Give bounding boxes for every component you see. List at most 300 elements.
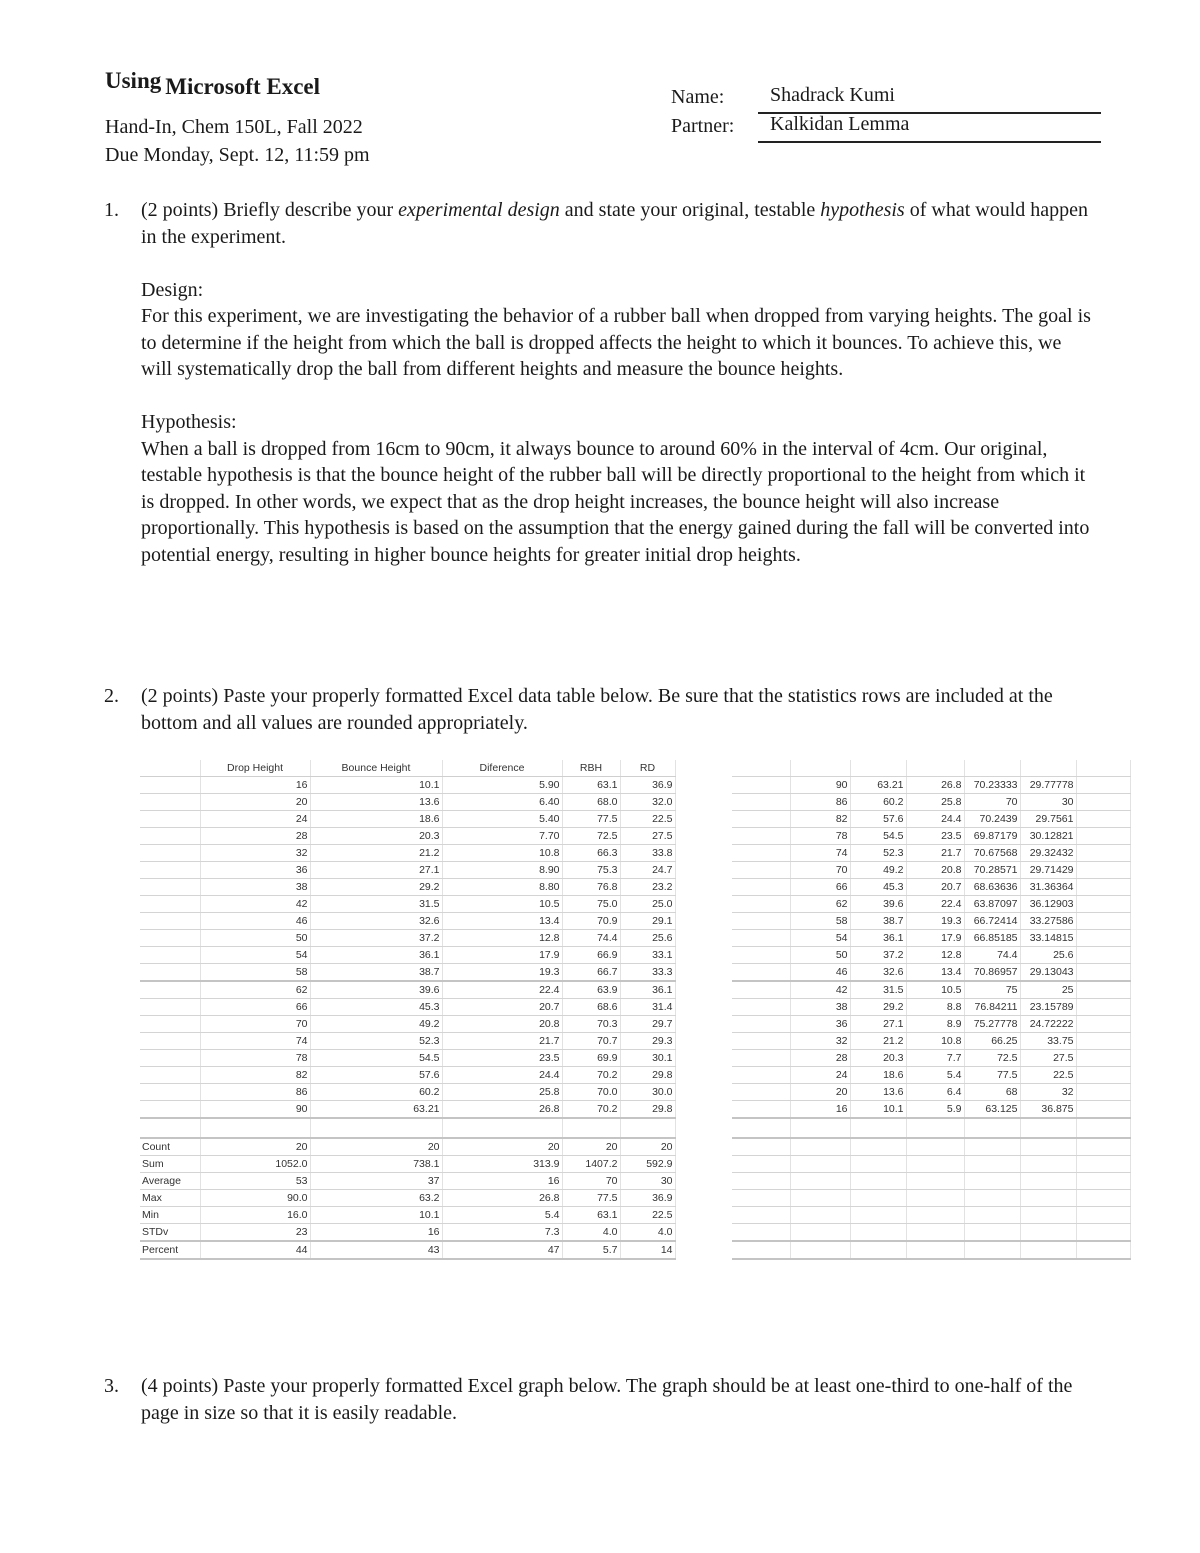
title-small-word: Using [105,68,162,93]
table-row [140,896,675,913]
empty-cell [906,1241,964,1259]
column-header: RBH [562,760,620,777]
table-cell: 13.4 [906,964,964,982]
table-row [732,896,1130,913]
table-cell: 66.3 [562,845,620,862]
row-label-cell [140,913,200,930]
empty-cell [1076,1118,1130,1138]
table-cell: 24.4 [442,1067,562,1084]
table-cell: 24.7 [620,862,675,879]
document-header [105,68,1105,174]
table-cell: 33.75 [1020,1033,1076,1050]
table-cell: 29.2 [850,999,906,1016]
table-cell: 19.3 [442,964,562,982]
table-cell: 38 [790,999,850,1016]
table-cell: 12.8 [442,930,562,947]
empty-cell [732,1207,790,1224]
row-label-cell [140,845,200,862]
table-cell: 23.5 [906,828,964,845]
empty-cell [790,1173,850,1190]
empty-cell [732,828,790,845]
empty-cell [906,1138,964,1156]
table-cell: 23.2 [620,879,675,896]
table-cell: 21.7 [906,845,964,862]
question-1 [104,197,1094,568]
table-cell: 24 [200,811,310,828]
table-cell: 90 [200,1101,310,1119]
table-cell: 24.4 [906,811,964,828]
table-cell: 75.0 [562,896,620,913]
empty-cell [732,1101,790,1119]
table-cell: 54 [200,947,310,964]
table-cell: 86 [790,794,850,811]
empty-cell [1076,1067,1130,1084]
table-header-row [732,760,1130,777]
table-cell: 29.3 [620,1033,675,1050]
table-cell: 68.6 [562,999,620,1016]
table-cell: 33.14815 [1020,930,1076,947]
empty-cell [732,879,790,896]
empty-cell [850,1173,906,1190]
table-cell: 33.27586 [1020,913,1076,930]
table-row [140,1033,675,1050]
table-cell: 29.77778 [1020,777,1076,794]
empty-cell [790,760,850,777]
empty-cell [1076,1101,1130,1119]
empty-cell [850,1207,906,1224]
empty-row [732,1241,1130,1259]
table-row [732,981,1130,999]
row-label-cell [140,1033,200,1050]
table-cell: 66.72414 [964,913,1020,930]
table-row [140,981,675,999]
stats-row [140,1207,675,1224]
table-cell: 20.7 [442,999,562,1016]
table-row [140,811,675,828]
table-cell: 69.9 [562,1050,620,1067]
stat-cell: 36.9 [620,1190,675,1207]
question-3 [104,1373,1094,1426]
table-cell: 60.2 [850,794,906,811]
table-row [732,913,1130,930]
table-cell: 25.6 [620,930,675,947]
empty-cell [732,1224,790,1242]
table-cell: 42 [790,981,850,999]
empty-cell [1076,811,1130,828]
table-cell: 10.5 [442,896,562,913]
table-cell: 10.8 [442,845,562,862]
empty-cell [1020,1207,1076,1224]
table-cell: 29.7561 [1020,811,1076,828]
table-cell: 70 [964,794,1020,811]
table-row [140,930,675,947]
table-cell: 12.8 [906,947,964,964]
table-cell: 33.8 [620,845,675,862]
empty-cell [1020,1156,1076,1173]
empty-cell [732,862,790,879]
stat-cell: 4.0 [620,1224,675,1242]
row-label-cell [140,777,200,794]
design-answer: For this experiment, we are investigating the behavior of a rubber ball when dropped from varying heights. The goal is to determine if the height from which the ball is dropped affects the height to which it bounces. To achieve this, we will systematically drop the ball from different heights and measure the bounce heights. [141,305,1091,380]
stat-cell: 70 [562,1173,620,1190]
empty-cell [732,1033,790,1050]
table-cell: 6.40 [442,794,562,811]
table-cell: 22.5 [1020,1067,1076,1084]
row-label-cell [140,964,200,982]
table-cell: 26.8 [442,1101,562,1119]
stat-label: Max [140,1190,200,1207]
empty-cell [1076,964,1130,982]
table-row [140,947,675,964]
table-cell: 36.1 [310,947,442,964]
empty-cell [790,1207,850,1224]
empty-cell [1076,930,1130,947]
table-cell: 75.27778 [964,1016,1020,1033]
excel-data-table [140,760,1130,1262]
stat-cell: 1052.0 [200,1156,310,1173]
empty-cell [964,1224,1020,1242]
table-cell: 21.2 [310,845,442,862]
table-cell: 36.1 [620,981,675,999]
table-cell: 63.87097 [964,896,1020,913]
empty-cell [442,1118,562,1138]
question-1-prompt: (2 points) Briefly describe your experimental design and state your original, testable hypothesis of what would happen in the experiment. [141,199,1089,248]
hypothesis-answer: When a ball is dropped from 16cm to 90cm, it always bounce to around 60% in the interval of 4cm. Our original, testable hypothesis is that the bounce height of the rubber ball will be directly proportional to the height from which it is dropped. In other words, we expect that as the drop height increases, the bounce height will also increase proportionally. This hypothesis is based on the assumption that the energy gained during the fall will be converted into potential energy, resulting in higher bounce heights for greater initial drop heights. [141,437,1090,566]
table-cell: 28 [790,1050,850,1067]
row-label-cell [140,1050,200,1067]
table-cell: 70.0 [562,1084,620,1101]
table-cell: 23.15789 [1020,999,1076,1016]
empty-cell [850,760,906,777]
empty-cell [906,1190,964,1207]
table-row [732,1067,1130,1084]
stat-label: Sum [140,1156,200,1173]
table-cell: 68.63636 [964,879,1020,896]
table-cell: 52.3 [310,1033,442,1050]
table-cell: 46 [200,913,310,930]
table-header-row [140,760,675,777]
table-cell: 69.87179 [964,828,1020,845]
table-cell: 31.5 [310,896,442,913]
empty-cell [732,999,790,1016]
design-heading: Design: [141,278,204,301]
empty-cell [790,1118,850,1138]
empty-cell [906,1224,964,1242]
stat-cell: 37 [310,1173,442,1190]
empty-cell [1076,1173,1130,1190]
table-cell: 29.8 [620,1067,675,1084]
stat-cell: 23 [200,1224,310,1242]
table-cell: 6.4 [906,1084,964,1101]
table-cell: 75.3 [562,862,620,879]
table-cell: 25.0 [620,896,675,913]
table-cell: 25.8 [906,794,964,811]
column-header: RD [620,760,675,777]
table-cell: 25.8 [442,1084,562,1101]
table-cell: 82 [200,1067,310,1084]
row-label-cell [140,999,200,1016]
table-cell: 63.21 [310,1101,442,1119]
blank-row [732,1118,1130,1138]
empty-cell [1076,794,1130,811]
table-cell: 5.90 [442,777,562,794]
table-row [140,964,675,982]
table-cell: 21.2 [850,1033,906,1050]
left-data-table [140,760,676,1260]
empty-cell [732,964,790,982]
stat-cell: 63.2 [310,1190,442,1207]
table-cell: 75 [964,981,1020,999]
table-cell: 82 [790,811,850,828]
table-row [140,1084,675,1101]
table-row [140,794,675,811]
empty-cell [790,1156,850,1173]
table-cell: 74.4 [964,947,1020,964]
column-header: Bounce Height [310,760,442,777]
stat-cell: 16.0 [200,1207,310,1224]
table-row [732,947,1130,964]
empty-cell [1020,1224,1076,1242]
empty-cell [200,1118,310,1138]
table-cell: 30.0 [620,1084,675,1101]
empty-row [732,1190,1130,1207]
empty-row [732,1207,1130,1224]
table-cell: 54 [790,930,850,947]
stat-cell: 30 [620,1173,675,1190]
stat-cell: 16 [442,1173,562,1190]
stat-cell: 4.0 [562,1224,620,1242]
row-label-cell [140,896,200,913]
table-cell: 20 [790,1084,850,1101]
table-cell: 66.25 [964,1033,1020,1050]
table-cell: 38 [200,879,310,896]
stat-label: Percent [140,1241,200,1259]
table-cell: 30.12821 [1020,828,1076,845]
table-cell: 13.4 [442,913,562,930]
table-cell: 32 [790,1033,850,1050]
table-cell: 10.1 [310,777,442,794]
partner-field[interactable]: Kalkidan Lemma [758,113,1101,143]
question-2 [104,683,1094,736]
table-cell: 18.6 [310,811,442,828]
table-cell: 38.7 [850,913,906,930]
table-row [732,930,1130,947]
table-row [732,1084,1130,1101]
table-cell: 36.9 [620,777,675,794]
stats-row [140,1138,675,1156]
table-cell: 70.86957 [964,964,1020,982]
table-cell: 13.6 [850,1084,906,1101]
question-number: 1. [104,199,119,221]
table-cell: 29.1 [620,913,675,930]
table-cell: 58 [200,964,310,982]
table-cell: 22.4 [906,896,964,913]
table-row [732,1050,1130,1067]
empty-cell [732,794,790,811]
table-row [140,999,675,1016]
empty-cell [906,1173,964,1190]
table-cell: 8.8 [906,999,964,1016]
stat-cell: 20 [620,1138,675,1156]
table-cell: 70 [790,862,850,879]
empty-cell [1076,862,1130,879]
empty-cell [1076,947,1130,964]
table-row [732,964,1130,982]
table-cell: 62 [790,896,850,913]
stat-cell: 16 [310,1224,442,1242]
empty-cell [562,1118,620,1138]
table-cell: 27.5 [1020,1050,1076,1067]
column-header [140,760,200,777]
table-cell: 20.8 [906,862,964,879]
table-row [732,845,1130,862]
table-row [732,828,1130,845]
empty-cell [964,1118,1020,1138]
table-cell: 70.9 [562,913,620,930]
row-label-cell [140,1101,200,1119]
empty-cell [732,1067,790,1084]
table-cell: 76.84211 [964,999,1020,1016]
table-cell: 28 [200,828,310,845]
table-cell: 8.80 [442,879,562,896]
table-cell: 57.6 [850,811,906,828]
empty-cell [964,1190,1020,1207]
empty-cell [1076,1016,1130,1033]
table-cell: 29.2 [310,879,442,896]
table-row [732,811,1130,828]
stat-cell: 20 [442,1138,562,1156]
stat-cell: 63.1 [562,1207,620,1224]
table-cell: 20.3 [850,1050,906,1067]
table-cell: 32 [1020,1084,1076,1101]
stat-cell: 5.4 [442,1207,562,1224]
row-label-cell [140,828,200,845]
table-cell: 32 [200,845,310,862]
table-row [140,1016,675,1033]
table-cell: 46 [790,964,850,982]
table-row [140,828,675,845]
table-row [140,777,675,794]
empty-cell [850,1138,906,1156]
empty-cell [732,811,790,828]
table-cell: 5.9 [906,1101,964,1119]
table-row [140,862,675,879]
table-cell: 50 [790,947,850,964]
table-cell: 42 [200,896,310,913]
empty-cell [790,1241,850,1259]
table-cell: 70.2439 [964,811,1020,828]
table-cell: 77.5 [964,1067,1020,1084]
table-cell: 36.1 [850,930,906,947]
table-cell: 54.5 [850,828,906,845]
table-cell: 32.0 [620,794,675,811]
table-cell: 27.1 [310,862,442,879]
table-row [732,777,1130,794]
table-cell: 29.7 [620,1016,675,1033]
table-cell: 70 [200,1016,310,1033]
table-cell: 20.7 [906,879,964,896]
empty-cell [1076,1241,1130,1259]
row-label-cell [140,1016,200,1033]
table-cell: 66.9 [562,947,620,964]
empty-cell [732,1190,790,1207]
empty-cell [1020,1190,1076,1207]
empty-cell [1076,1050,1130,1067]
table-cell: 63.1 [562,777,620,794]
empty-cell [850,1241,906,1259]
table-cell: 32.6 [850,964,906,982]
stat-cell: 7.3 [442,1224,562,1242]
hypothesis-heading: Hypothesis: [141,411,237,433]
empty-cell [732,760,790,777]
stats-row [140,1241,675,1259]
row-label-cell [140,1084,200,1101]
table-cell: 45.3 [310,999,442,1016]
table-cell: 70.23333 [964,777,1020,794]
table-cell: 37.2 [850,947,906,964]
empty-cell [790,1224,850,1242]
empty-cell [1076,1138,1130,1156]
table-row [140,913,675,930]
stat-cell: 47 [442,1241,562,1259]
table-row [732,794,1130,811]
empty-cell [790,1138,850,1156]
empty-cell [732,981,790,999]
table-cell: 27.5 [620,828,675,845]
table-cell: 70.7 [562,1033,620,1050]
table-cell: 25 [1020,981,1076,999]
empty-cell [1076,981,1130,999]
table-cell: 78 [200,1050,310,1067]
empty-cell [964,1138,1020,1156]
table-cell: 72.5 [964,1050,1020,1067]
table-cell: 63.9 [562,981,620,999]
table-row [140,879,675,896]
stat-cell: 90.0 [200,1190,310,1207]
row-label-cell [140,981,200,999]
table-cell: 52.3 [850,845,906,862]
empty-cell [1076,845,1130,862]
table-cell: 66.7 [562,964,620,982]
table-row [140,1101,675,1119]
empty-cell [1076,1156,1130,1173]
table-cell: 29.13043 [1020,964,1076,982]
question-number: 2. [104,685,119,707]
column-header: Diference [442,760,562,777]
document-title [105,68,321,100]
empty-cell [906,1156,964,1173]
table-cell: 70.2 [562,1067,620,1084]
stat-cell: 26.8 [442,1190,562,1207]
table-row [732,1016,1130,1033]
table-cell: 63.125 [964,1101,1020,1119]
table-row [732,879,1130,896]
empty-cell [850,1190,906,1207]
empty-cell [850,1118,906,1138]
table-cell: 36 [790,1016,850,1033]
empty-cell [732,1084,790,1101]
empty-cell [906,760,964,777]
empty-row [732,1173,1130,1190]
empty-cell [732,930,790,947]
name-field[interactable]: Shadrack Kumi [758,84,1101,114]
table-cell: 20 [200,794,310,811]
empty-cell [964,1156,1020,1173]
table-cell: 76.8 [562,879,620,896]
stat-cell: 20 [310,1138,442,1156]
table-cell: 58 [790,913,850,930]
empty-cell [1076,1084,1130,1101]
